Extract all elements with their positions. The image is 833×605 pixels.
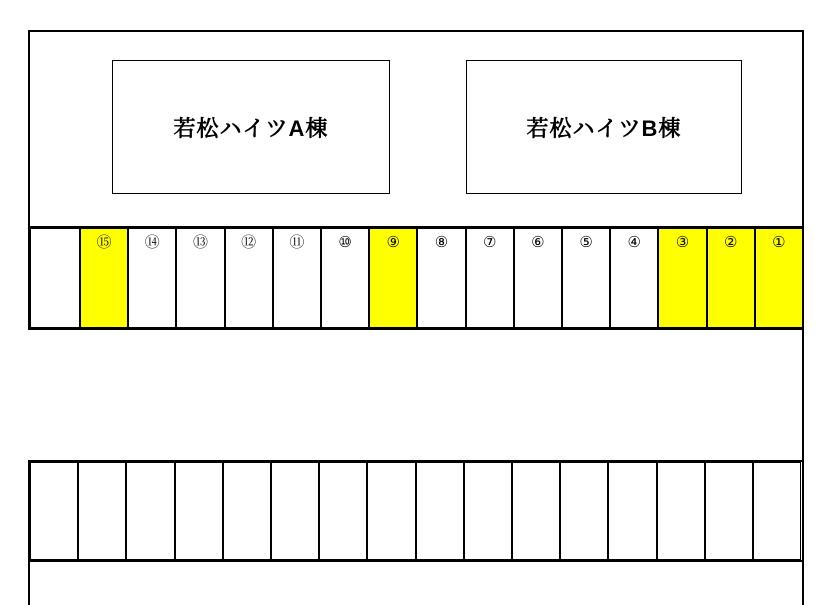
parking-stall-label: ① — [772, 234, 786, 251]
parking-aisle-left — [30, 228, 80, 328]
parking-stall-label: ④ — [627, 234, 641, 251]
building-b — [466, 60, 742, 194]
parking-stall-label: ③ — [675, 234, 690, 251]
parking-stall-label: ⑤ — [579, 234, 593, 251]
parking-stall-lower-1[interactable] — [30, 462, 78, 560]
parking-stall-lower-2[interactable] — [78, 462, 126, 560]
parking-stall-lower-16[interactable] — [753, 462, 801, 560]
parking-stall-11[interactable] — [273, 228, 321, 328]
parking-stall-label: ⑬ — [192, 234, 208, 251]
parking-stall-lower-14[interactable] — [657, 462, 705, 560]
parking-stall-7[interactable] — [466, 228, 514, 328]
building-b-label: 若松ハイツB棟 — [526, 115, 682, 141]
parking-stall-label: ⑪ — [289, 234, 305, 251]
parking-stall-6[interactable] — [514, 228, 562, 328]
parking-stall-15[interactable] — [80, 228, 128, 328]
building-a-label: 若松ハイツA棟 — [173, 115, 329, 141]
parking-stall-8[interactable] — [417, 228, 465, 328]
parking-band-bottom-edge — [28, 328, 804, 330]
parking-stall-label: ⑨ — [386, 234, 400, 251]
parking-stall-label: ⑩ — [338, 234, 352, 251]
boundary-line-top — [28, 30, 804, 32]
parking-stall-13[interactable] — [176, 228, 224, 328]
parking-stall-lower-15[interactable] — [705, 462, 753, 560]
parking-stall-4[interactable] — [610, 228, 658, 328]
parking-stall-label: ② — [723, 234, 738, 251]
parking-stall-lower-10[interactable] — [464, 462, 512, 560]
building-a — [112, 60, 390, 194]
parking-stall-lower-5[interactable] — [223, 462, 271, 560]
parking-stall-14[interactable] — [128, 228, 176, 328]
parking-stall-lower-13[interactable] — [608, 462, 656, 560]
parking-stall-5[interactable] — [562, 228, 610, 328]
parking-stall-lower-3[interactable] — [126, 462, 174, 560]
parking-stall-lower-7[interactable] — [319, 462, 367, 560]
parking-stall-lower-12[interactable] — [560, 462, 608, 560]
parking-stall-label: ⑧ — [434, 234, 449, 251]
parking-stall-3[interactable] — [658, 228, 706, 328]
parking-stall-lower-4[interactable] — [175, 462, 223, 560]
parking-stall-label: ⑦ — [482, 234, 497, 251]
road-line-lower — [28, 560, 804, 562]
parking-stall-lower-9[interactable] — [416, 462, 464, 560]
parking-stall-lower-8[interactable] — [367, 462, 415, 560]
parking-stall-10[interactable] — [321, 228, 369, 328]
parking-stall-1[interactable] — [755, 228, 803, 328]
parking-stall-2[interactable] — [707, 228, 755, 328]
parking-stall-label: ⑥ — [531, 234, 545, 251]
parking-stall-label: ⑮ — [96, 234, 112, 251]
parking-stall-lower-6[interactable] — [271, 462, 319, 560]
parking-stall-label: ⑫ — [241, 234, 257, 251]
parking-stall-label: ⑭ — [144, 234, 160, 251]
parking-stall-9[interactable] — [369, 228, 417, 328]
parking-stall-lower-11[interactable] — [512, 462, 560, 560]
parking-stall-12[interactable] — [225, 228, 273, 328]
